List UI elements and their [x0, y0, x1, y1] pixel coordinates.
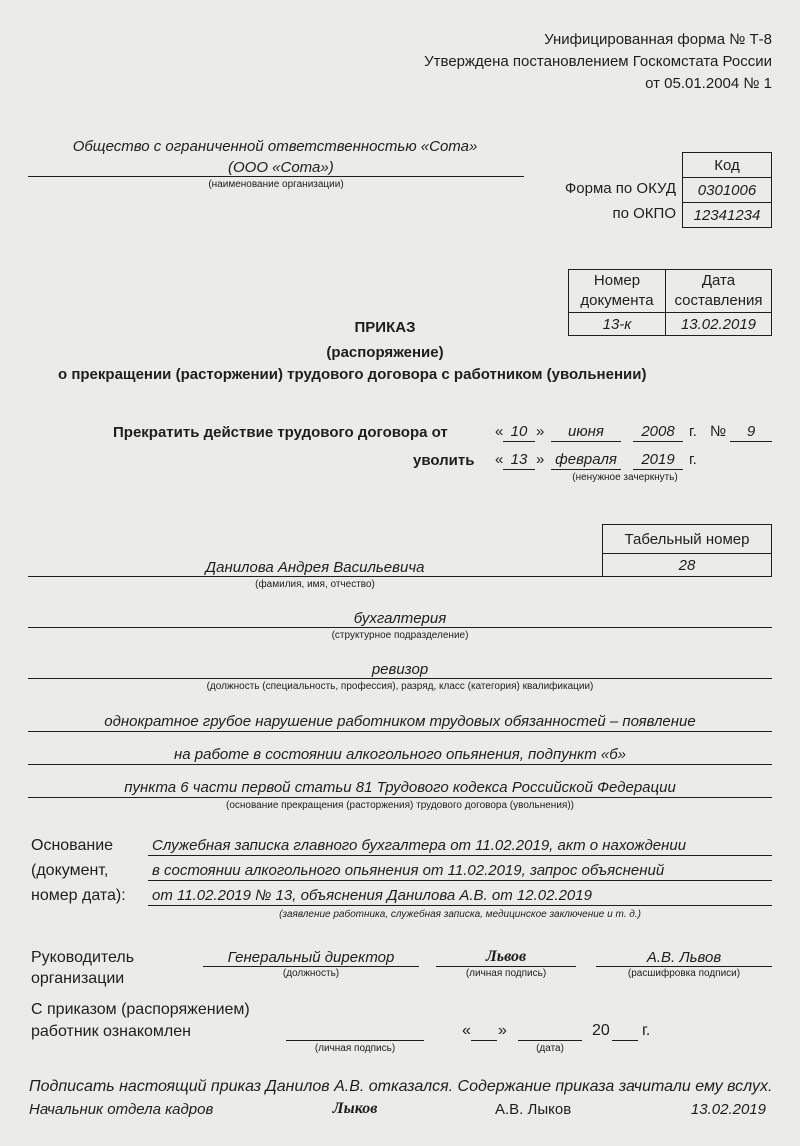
- terminate-num-line: [730, 441, 772, 442]
- terminate-day: 10: [510, 423, 528, 440]
- employee-position-caption: (должность (специальность, профессия), разряд, класс (категория) квалификации): [206, 681, 594, 692]
- dismiss-label: уволить: [413, 452, 475, 469]
- ack-signature-line: [286, 1040, 424, 1041]
- tab-number-table: [602, 524, 772, 577]
- terminate-label: Прекратить действие трудового договора от: [113, 424, 448, 441]
- basis-line-1-rule: [148, 855, 772, 856]
- grounds-line-1: однократное грубое нарушение работником трудовых обязанностей – появление: [104, 713, 696, 730]
- doc-date: 13.02.2019: [666, 313, 772, 336]
- terminate-year: 2008: [641, 423, 675, 440]
- ack-year-line: [612, 1040, 638, 1041]
- ack-signature-caption: (личная подпись): [314, 1043, 396, 1054]
- form-name: Унифицированная форма № Т-8: [544, 31, 772, 48]
- dismiss-year-suffix: г.: [689, 451, 697, 468]
- footer-date: 13.02.2019: [690, 1101, 766, 1118]
- docnum-header-date: Дата составления: [666, 270, 772, 313]
- grounds-line-1-rule: [28, 731, 772, 732]
- form-approval: Утверждена постановлением Госкомстата России: [424, 53, 772, 70]
- docnum-table: [568, 269, 772, 336]
- basis-label-2: (документ,: [31, 862, 109, 879]
- okpo-label: по ОКПО: [612, 205, 676, 222]
- ack-year-prefix: 20: [592, 1022, 610, 1039]
- employee-position-line: [28, 678, 772, 679]
- dismiss-month-line: [551, 469, 621, 470]
- basis-line-2: в состоянии алкогольного опьянения от 11.02.2019, запрос объяснений: [152, 862, 665, 879]
- dismiss-quote-open: «: [495, 451, 504, 468]
- head-label-2: организации: [31, 970, 125, 987]
- employee-dept-line: [28, 627, 772, 628]
- codes-table: [682, 152, 772, 228]
- terminate-month: июня: [568, 423, 604, 440]
- dismiss-month: февраля: [555, 451, 617, 468]
- title-directive: (распоряжение): [326, 344, 444, 361]
- basis-label-1: Основание: [31, 837, 114, 854]
- footer-signature: Лыков: [332, 1100, 378, 1117]
- ack-label-1: С приказом (распоряжением): [31, 1001, 250, 1018]
- okud-value: 0301006: [683, 178, 772, 203]
- terminate-month-line: [551, 441, 621, 442]
- terminate-year-line: [633, 441, 683, 442]
- employee-name-caption: (фамилия, имя, отчество): [255, 579, 375, 590]
- employee-name: Данилова Андрея Васильевича: [205, 559, 425, 576]
- grounds-line-3: пункта 6 части первой статьи 81 Трудового кодекса Российской Федерации: [124, 779, 676, 796]
- head-name-line: [596, 966, 772, 967]
- ack-year-suffix: г.: [642, 1022, 651, 1039]
- dismiss-caption: (ненужное зачеркнуть): [572, 472, 678, 483]
- dismiss-year-line: [633, 469, 683, 470]
- employee-name-line: [28, 576, 602, 577]
- head-signature: Львов: [485, 948, 527, 965]
- head-label-1: Руководитель: [31, 949, 135, 966]
- title-subject: о прекращении (расторжении) трудового договора с работником (увольнении): [58, 366, 647, 383]
- org-short-name: (ООО «Сота»): [228, 159, 334, 176]
- head-position: Генеральный директор: [227, 949, 395, 966]
- grounds-line-2: на работе в состоянии алкогольного опьянения, подпункт «б»: [174, 746, 626, 763]
- ack-date-caption: (дата): [536, 1043, 564, 1054]
- basis-line-3-rule: [148, 905, 772, 906]
- head-name: А.В. Львов: [646, 949, 722, 966]
- dismiss-year: 2019: [641, 451, 675, 468]
- dismiss-quote-close: »: [536, 451, 545, 468]
- employee-dept: бухгалтерия: [353, 610, 447, 627]
- grounds-line-2-rule: [28, 764, 772, 765]
- title-order: ПРИКАЗ: [354, 319, 416, 336]
- ack-quote-open: «: [462, 1022, 471, 1039]
- docnum-header-number: Номер документа: [569, 270, 666, 313]
- basis-line-1: Служебная записка главного бухгалтера от 11.02.2019, акт о нахождении: [152, 837, 687, 854]
- form-approval-date: от 05.01.2004 № 1: [645, 75, 772, 92]
- terminate-year-suffix: г.: [689, 423, 697, 440]
- employee-position: ревизор: [371, 661, 429, 678]
- basis-label-3: номер дата):: [31, 887, 126, 904]
- employee-dept-caption: (структурное подразделение): [331, 630, 469, 641]
- grounds-line-3-rule: [28, 797, 772, 798]
- doc-number: 13-к: [569, 313, 666, 336]
- ack-month-line: [518, 1040, 582, 1041]
- footer-refusal-note: Подписать настоящий приказ Данилов А.В. отказался. Содержание приказа зачитали ему вслух.: [29, 1078, 773, 1095]
- okpo-value: 12341234: [683, 203, 772, 228]
- tab-number-value: 28: [603, 554, 772, 577]
- org-line: [28, 176, 524, 177]
- terminate-quote-close: »: [536, 423, 545, 440]
- terminate-num: 9: [746, 423, 756, 440]
- footer-position: Начальник отдела кадров: [29, 1101, 214, 1118]
- org-caption: (наименование организации): [208, 179, 344, 190]
- head-name-caption: (расшифровка подписи): [627, 968, 741, 979]
- head-signature-line: [436, 966, 576, 967]
- head-signature-caption: (личная подпись): [465, 968, 547, 979]
- ack-quote-close: »: [498, 1022, 507, 1039]
- grounds-caption: (основание прекращения (расторжения) трудового договора (увольнения)): [226, 800, 574, 811]
- terminate-quote-open: «: [495, 423, 504, 440]
- basis-caption: (заявление работника, служебная записка, медицинское заключение и т. д.): [279, 909, 641, 920]
- basis-line-2-rule: [148, 880, 772, 881]
- codes-header: Код: [683, 153, 772, 178]
- org-full-name: Общество с ограниченной ответственностью «Сота»: [72, 138, 478, 155]
- tab-number-header: Табельный номер: [603, 525, 772, 554]
- head-position-caption: (должность): [282, 968, 340, 979]
- ack-day-line: [471, 1040, 497, 1041]
- footer-name: А.В. Лыков: [495, 1101, 572, 1118]
- terminate-num-sign: №: [710, 423, 727, 440]
- okud-label: Форма по ОКУД: [564, 180, 676, 197]
- basis-line-3: от 11.02.2019 № 13, объяснения Данилова А.В. от 12.02.2019: [152, 887, 592, 904]
- ack-label-2: работник ознакомлен: [31, 1023, 191, 1040]
- head-position-line: [203, 966, 419, 967]
- dismiss-day-line: [503, 469, 535, 470]
- dismiss-day: 13: [510, 451, 528, 468]
- terminate-day-line: [503, 441, 535, 442]
